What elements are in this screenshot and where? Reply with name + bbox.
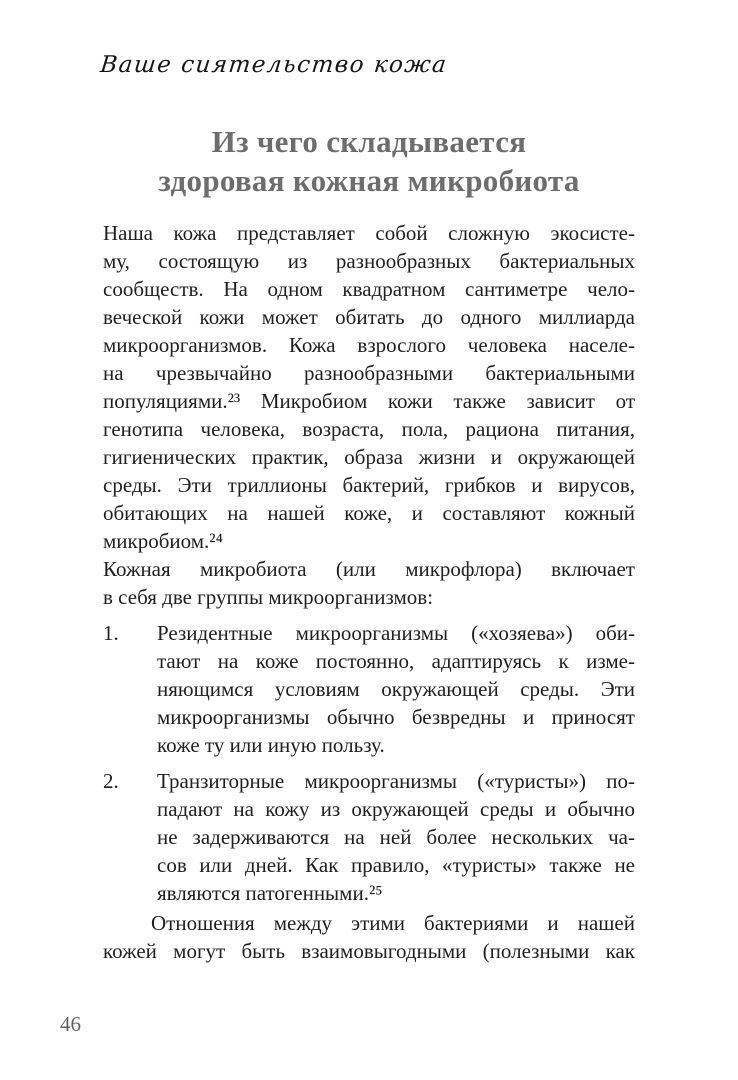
list-marker-2: 2. xyxy=(103,769,119,793)
chapter-title-line-1: Из чего складывается xyxy=(211,124,527,159)
list-item-2-text xyxy=(157,767,635,907)
text-line: микробиом.²⁴ xyxy=(103,529,223,553)
text-line: Отношения между этими бактериями и нашей xyxy=(151,911,635,935)
text-line: му, состоящую из разнообразных бактериальных xyxy=(103,249,635,273)
text-line: популяциями.²³ Микробиом кожи также зависит от xyxy=(103,389,635,413)
text-line: являются патогенными.²⁵ xyxy=(157,881,383,905)
text-line: сов или дней. Как правило, «туристы» также не xyxy=(157,853,635,877)
page-number: 46 xyxy=(60,1012,81,1036)
body-text-column xyxy=(103,219,635,965)
text-line: падают на кожу из окружающей среды и обычно xyxy=(157,797,635,821)
text-line: в себя две группы микроорганизмов: xyxy=(103,585,434,609)
list-item-1-text xyxy=(157,619,635,759)
text-line: Наша кожа представляет собой сложную экосисте- xyxy=(103,221,635,245)
text-line: не задерживаются на ней более нескольких ча- xyxy=(157,825,635,849)
text-line: микроорганизмы обычно безвредны и приносят xyxy=(157,705,635,729)
list-marker-1: 1. xyxy=(103,621,119,645)
list-item-transient xyxy=(103,767,635,907)
text-line: среды. Эти триллионы бактерий, грибков и вирусов, xyxy=(103,473,635,497)
text-line: Транзиторные микроорганизмы («туристы») по- xyxy=(157,769,635,793)
text-line: тают на коже постоянно, адаптируясь к изме- xyxy=(157,649,635,673)
text-line: кожей могут быть взаимовыгодными (полезными как xyxy=(103,939,635,963)
text-line: генотипа человека, возраста, пола, рациона питания, xyxy=(103,417,635,441)
paragraph-microbiota-groups xyxy=(103,555,635,611)
paragraph-relations xyxy=(103,909,635,965)
text-line: на чрезвычайно разнообразными бактериальными xyxy=(103,361,635,385)
paragraph-intro xyxy=(103,219,635,555)
text-line: Резидентные микроорганизмы («хозяева») оби- xyxy=(157,621,635,645)
text-line: микроорганизмов. Кожа взрослого человека населе- xyxy=(103,333,635,357)
chapter-title xyxy=(60,122,678,200)
text-line: сообществ. На одном квадратном сантиметре чело- xyxy=(103,277,635,301)
chapter-title-line-2: здоровая кожная микробиота xyxy=(158,163,580,198)
text-line: няющимся условиям окружающей среды. Эти xyxy=(157,677,635,701)
text-line: веческой кожи может обитать до одного миллиарда xyxy=(103,305,635,329)
text-line: обитающих на нашей коже, и составляют кожный xyxy=(103,501,635,525)
list-item-resident xyxy=(103,619,635,759)
text-line: гигиенических практик, образа жизни и окружающей xyxy=(103,445,635,469)
text-line: Кожная микробиота (или микрофлора) включает xyxy=(103,557,635,581)
text-line: коже ту или иную пользу. xyxy=(157,733,385,757)
running-header-script: Ваше сиятельство кожа xyxy=(99,52,449,78)
